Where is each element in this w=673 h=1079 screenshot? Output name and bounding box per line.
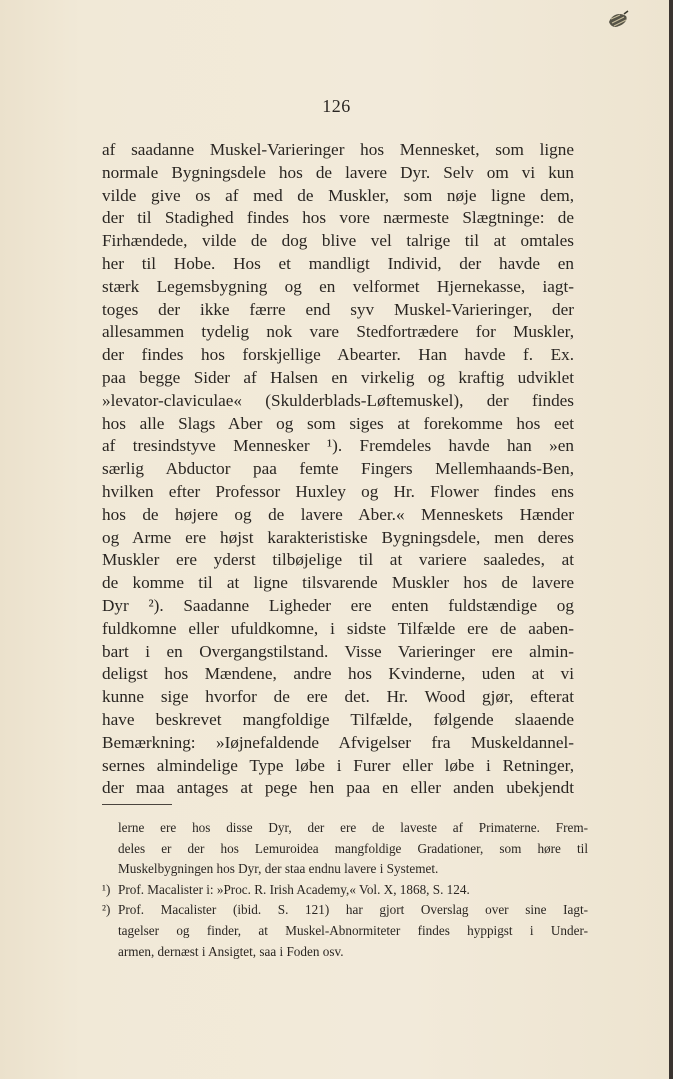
text-line: normale Bygningsdele hos de lavere Dyr. Selv om vi kun [102, 162, 574, 182]
text-line: der findes hos forskjellige Abearter. Han havde f. Ex. [102, 345, 574, 365]
footnote-2 [102, 900, 588, 921]
text-line: her til Hobe. Hos et mandligt Individ, der havde en [102, 253, 574, 273]
footnote-1-mark: ¹) [102, 881, 111, 897]
footnote-1-text: Prof. Macalister i: »Proc. R. Irish Academy,« Vol. X, 1868, S. 124. [118, 881, 470, 897]
text-line: der til Stadighed findes hos vore nærmeste Slægtninge: de [102, 208, 574, 228]
footnote-2-line: tagelser og finder, at Muskel-Abnormiteter findes hyppigst i Under- [118, 922, 588, 938]
text-line: paa begge Sider af Halsen en virkelig og kraftig udviklet [102, 367, 574, 387]
footnote-2-line: armen, dernæst i Ansigtet, saa i Foden osv. [118, 943, 344, 959]
text-line: hvilken efter Professor Huxley og Hr. Flower findes ens [102, 481, 574, 501]
footnote-continuation-line: Muskelbygningen hos Dyr, der staa endnu lavere i Systemet. [118, 861, 439, 877]
text-line: særlig Abductor paa femte Fingers Mellemhaands-Ben, [102, 459, 574, 479]
text-line: allesammen tydelig nok vare Stedfortrædere for Muskler, [102, 322, 574, 342]
text-line: og Arme ere højst karakteristiske Bygningsdele, men deres [102, 527, 574, 547]
text-line: »levator-claviculae« (Skulderblads-Løftemuskel), der findes [102, 390, 574, 410]
footnote-2-text: Prof. Macalister (ibid. S. 121) har gjort Overslag over sine Iagt- [118, 902, 588, 918]
text-line: sernes almindelige Type løbe i Furer eller løbe i Retninger, [102, 755, 574, 775]
library-stamp-icon [606, 10, 630, 32]
text-line: de komme til at ligne tilsvarende Muskler hos de lavere [102, 573, 574, 593]
text-line: af saadanne Muskel-Varieringer hos Mennesket, som ligne [102, 140, 574, 159]
main-text-block [102, 139, 574, 800]
text-line: Bemærkning: »Iøjnefaldende Afvigelser fra Muskeldannel- [102, 732, 574, 752]
text-line: deligst hos Mændene, andre hos Kvinderne, uden at vi [102, 664, 574, 684]
text-line: Dyr ²). Saadanne Ligheder ere enten fuldstændige og [102, 595, 574, 615]
text-line: Firhændede, vilde de dog blive vel talrige til at omtales [102, 231, 574, 251]
text-line: have beskrevet mangfoldige Tilfælde, følgende slaaende [102, 709, 574, 729]
text-line: kunne sige hvorfor de ere det. Hr. Wood gjør, efterat [102, 687, 574, 707]
footnote-1 [102, 880, 588, 901]
text-line: der maa antages at pege hen paa en eller anden ubekjendt [102, 778, 574, 798]
text-line: stærk Legemsbygning og en velformet Hjernekasse, iagt- [102, 276, 574, 296]
text-line: fuldkomne eller ufuldkomne, i sidste Tilfælde ere de aaben- [102, 618, 574, 638]
footnotes-block [102, 818, 588, 962]
text-line: hos de højere og de lavere Aber.« Menneskets Hænder [102, 504, 574, 524]
page-number: 126 [322, 96, 351, 116]
text-line: Muskler ere yderst tilbøjelige til at variere saaledes, at [102, 550, 574, 570]
footnote-divider [102, 804, 172, 805]
footnote-continuation-line: deles er der hos Lemuroidea mangfoldige Gradationer, som høre til [118, 840, 588, 856]
text-line: bart i en Overgangstilstand. Visse Varieringer ere almin- [102, 641, 574, 661]
text-line: toges der ikke færre end syv Muskel-Varieringer, der [102, 299, 574, 319]
text-line: vilde give os af med de Muskler, som nøje ligne dem, [102, 185, 574, 205]
footnote-continuation-line: lerne ere hos disse Dyr, der ere de laveste af Primaterne. Frem- [118, 820, 588, 835]
page-edge-shadow [669, 0, 673, 1079]
text-line: hos alle Slags Aber og som siges at forekomme hos eet [102, 413, 574, 433]
footnote-2-mark: ²) [102, 902, 111, 918]
text-line: af tresindstyve Mennesker ¹). Fremdeles havde han »en [102, 436, 574, 456]
